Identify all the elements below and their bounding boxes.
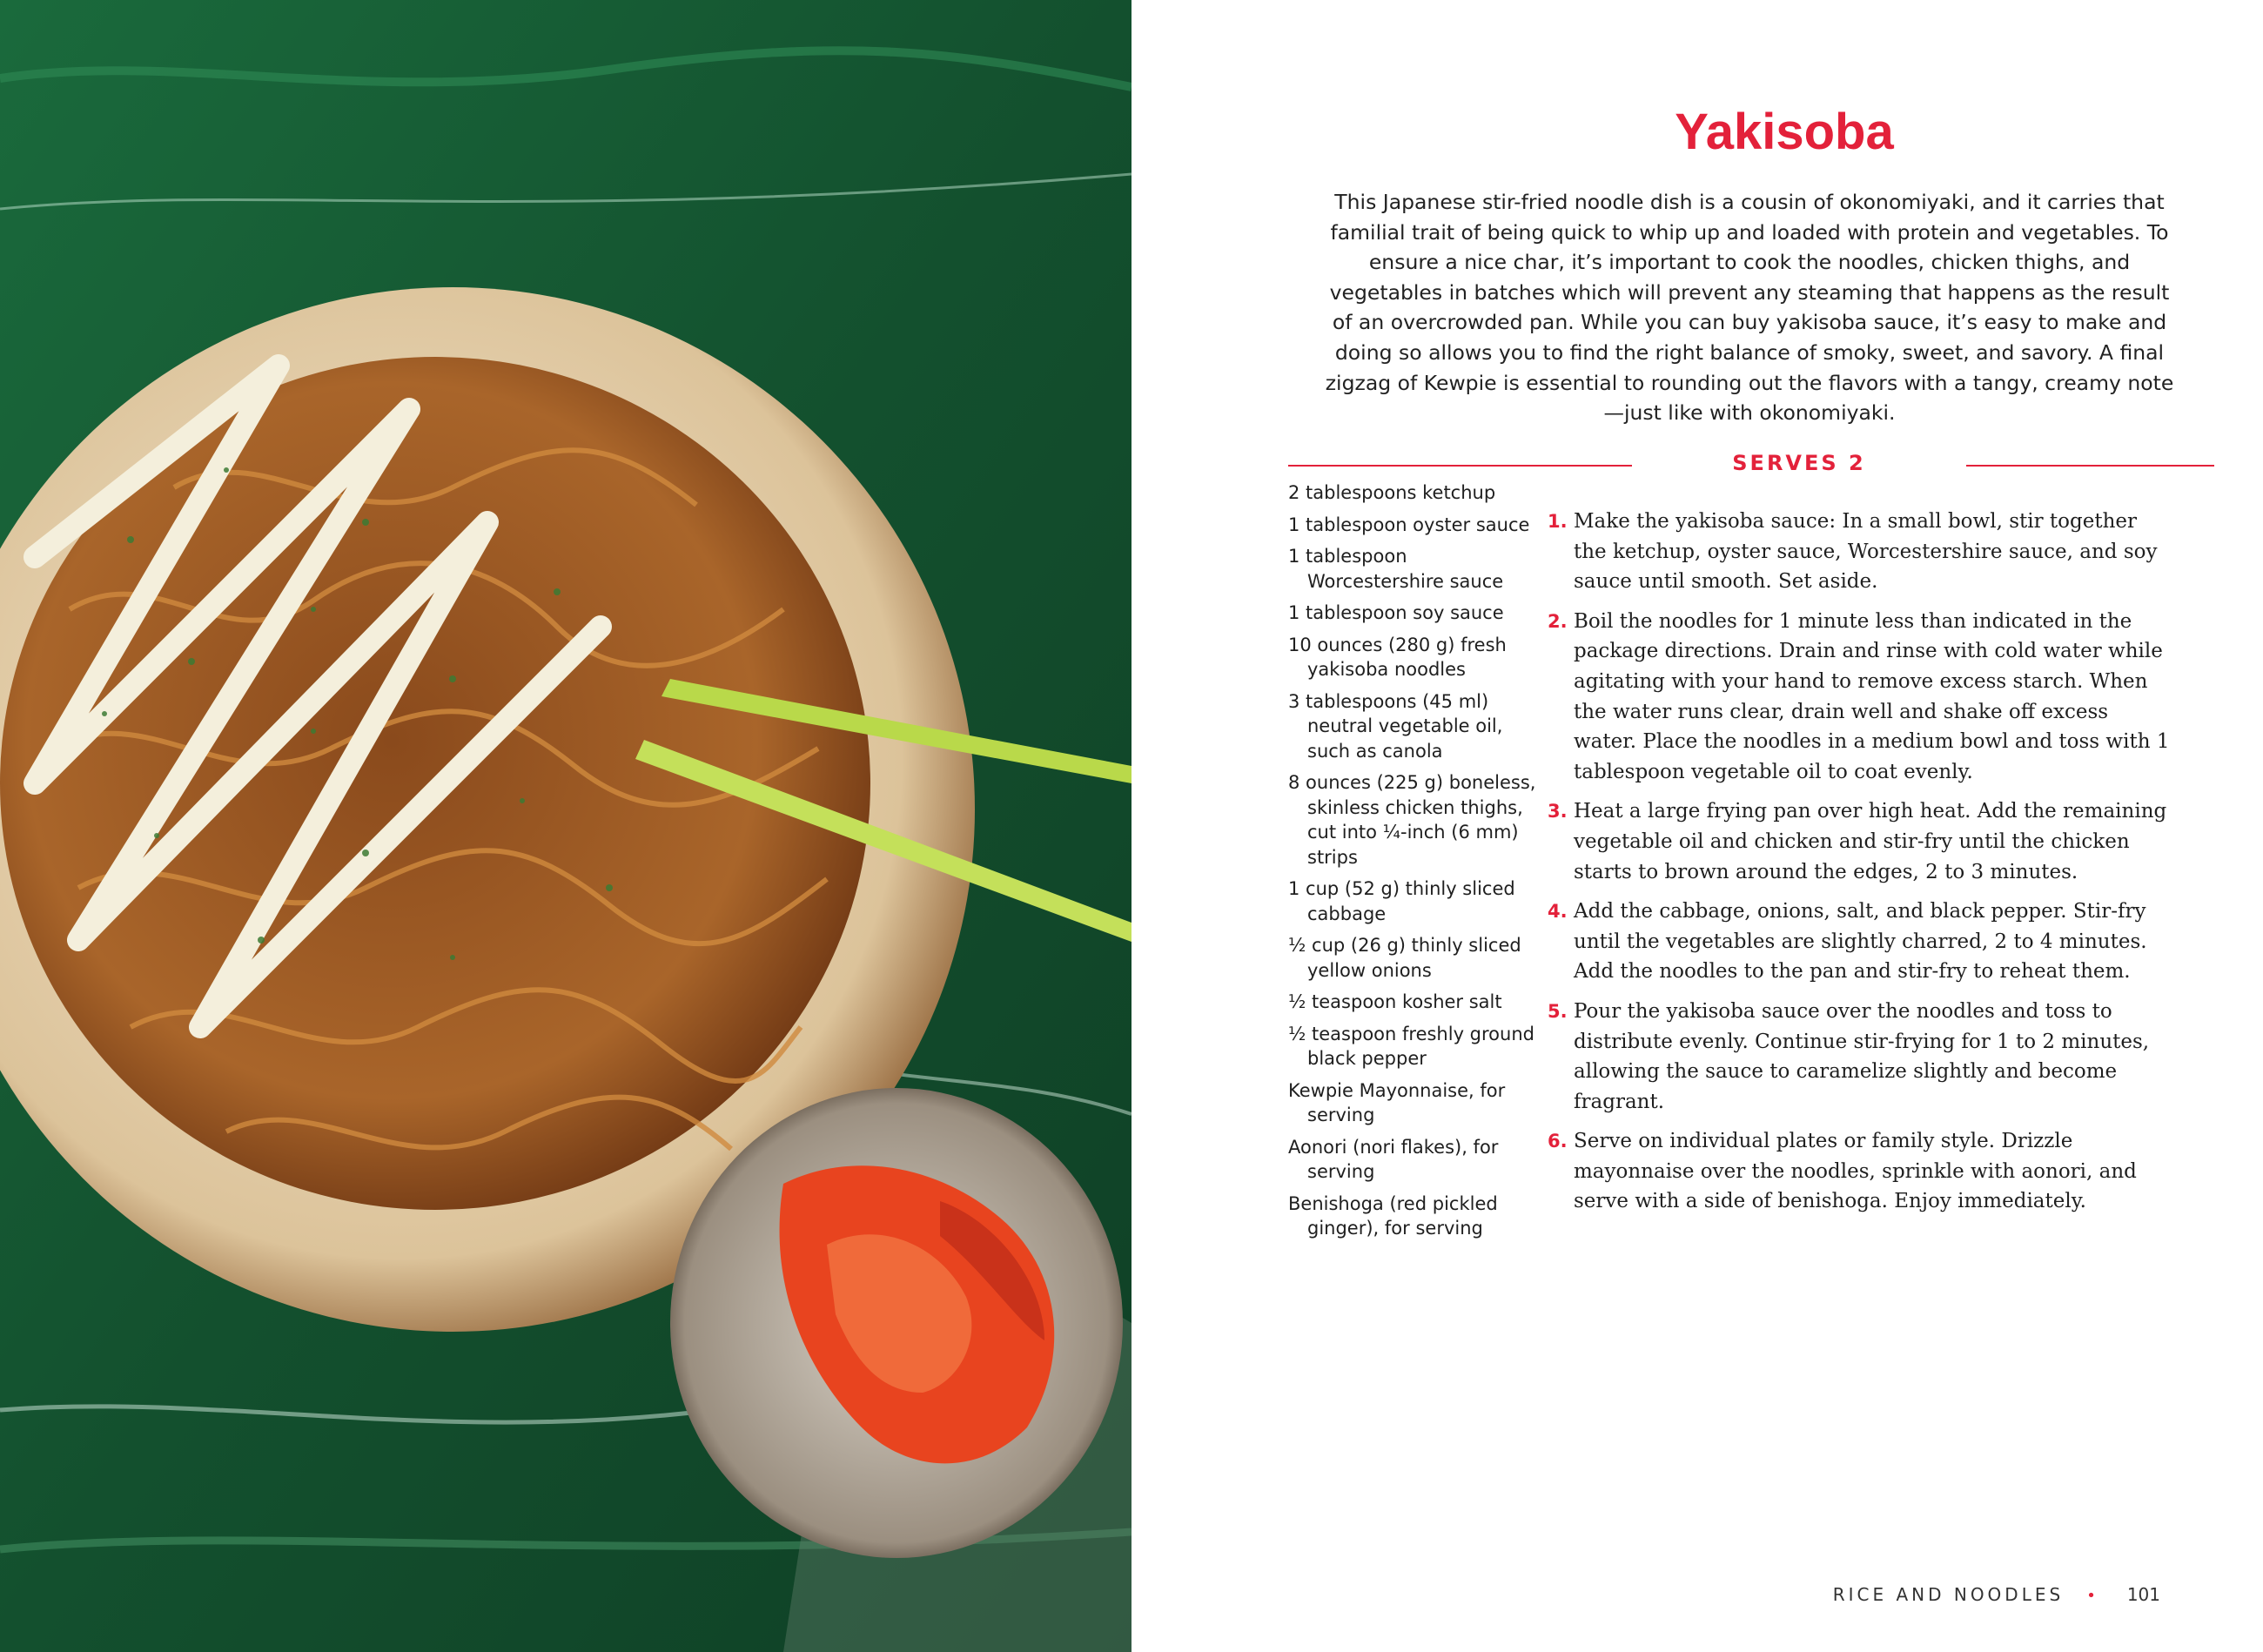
step-number: 3. bbox=[1548, 801, 1568, 823]
divider-line-left bbox=[1288, 465, 1632, 467]
page-footer bbox=[1833, 1584, 2160, 1605]
step-number: 4. bbox=[1548, 901, 1568, 923]
ingredient-item: Benishoga (red pickled ginger), for serving bbox=[1288, 1192, 1498, 1239]
ingredient-item: 1 tablespoon soy sauce bbox=[1288, 602, 1504, 623]
ingredient-item: ½ teaspoon freshly ground black pepper bbox=[1288, 1023, 1534, 1069]
step-number: 5. bbox=[1548, 1000, 1568, 1022]
section-name: RICE AND NOODLES bbox=[1832, 1584, 2065, 1605]
step-text: Make the yakisoba sauce: In a small bowl, stir together the ketchup, oyster sauce, Worcestershire sauce, and soy sauce until smooth. Set aside. bbox=[1574, 510, 2158, 594]
ingredient-item: 1 tablespoon oyster sauce bbox=[1288, 514, 1530, 535]
step-text: Boil the noodles for 1 minute less than indicated in the package directions. Drain and rinse with cold water while agitating with your hand to remove excess starch. When the water runs clear, drain well and shake off excess water. Place the noodles in a medium bowl and toss with 1 tablespoon vegetable oil to coat evenly. bbox=[1574, 609, 2170, 783]
step-item bbox=[1548, 796, 2174, 887]
bullet-icon: • bbox=[2086, 1587, 2096, 1605]
ingredient-item: 1 cup (52 g) thinly sliced cabbage bbox=[1288, 878, 1515, 924]
recipe-intro: This Japanese stir-fried noodle dish is a cousin of okonomiyaki, and it carries that familial trait of being quick to whip up and loaded with protein and vegetables. To ensure a nice char, it’s important to cook the noodles, chicken thighs, and vegetables in batches which will prevent any steaming that happens as the result of an overcrowded pan. While you can buy yakisoba sauce, it’s easy to make and doing so allows you to find the right balance of smoky, sweet, and savory. A final zigzag of Kewpie is essential to rounding out the flavors with a tangy, creamy note—just like with okonomiyaki. bbox=[1325, 190, 2174, 426]
method-steps bbox=[1548, 507, 2174, 1226]
ingredient-item: 2 tablespoons ketchup bbox=[1288, 482, 1496, 503]
step-item bbox=[1548, 607, 2174, 788]
ingredient-item: Aonori (nori flakes), for serving bbox=[1288, 1136, 1499, 1182]
serves-label: SERVES 2 bbox=[1732, 451, 1866, 475]
step-item bbox=[1548, 997, 2174, 1117]
step-text: Pour the yakisoba sauce over the noodles and toss to distribute evenly. Continue stir-frying for 1 to 2 minutes, allowing the sauce to caramelize slightly and become fragrant. bbox=[1574, 999, 2150, 1113]
page-number: 101 bbox=[2126, 1584, 2160, 1605]
step-item bbox=[1548, 897, 2174, 987]
ingredient-item: ½ teaspoon kosher salt bbox=[1288, 991, 1502, 1012]
divider-line-right bbox=[1966, 465, 2214, 467]
ingredient-item: 10 ounces (280 g) fresh yakisoba noodles bbox=[1288, 634, 1507, 680]
recipe-page bbox=[1132, 0, 2263, 1652]
step-text: Serve on individual plates or family style. Drizzle mayonnaise over the noodles, sprinkle with aonori, and serve with a side of benishoga. Enjoy immediately. bbox=[1574, 1130, 2137, 1213]
serves-divider bbox=[1288, 449, 2215, 480]
ingredient-list bbox=[1288, 480, 1541, 1248]
recipe-title: Yakisoba bbox=[1675, 104, 1894, 160]
step-number: 6. bbox=[1548, 1131, 1568, 1152]
step-item bbox=[1548, 1126, 2174, 1217]
ingredient-item: ½ cup (26 g) thinly sliced yellow onions bbox=[1288, 935, 1521, 981]
ingredient-item: 1 tablespoon Worcestershire sauce bbox=[1288, 546, 1504, 592]
ingredient-item: 3 tablespoons (45 ml) neutral vegetable oil, such as canola bbox=[1288, 690, 1503, 762]
step-number: 2. bbox=[1548, 610, 1568, 632]
ingredient-item: Kewpie Mayonnaise, for serving bbox=[1288, 1079, 1506, 1125]
step-text: Add the cabbage, onions, salt, and black pepper. Stir-fry until the vegetables are slightly charred, 2 to 4 minutes. Add the noodles to the pan and stir-fry to reheat them. bbox=[1574, 900, 2147, 984]
step-number: 1. bbox=[1548, 511, 1568, 532]
ingredient-item: 8 ounces (225 g) boneless, skinless chicken thighs, cut into ¼-inch (6 mm) strips bbox=[1288, 772, 1536, 868]
step-item bbox=[1548, 507, 2174, 597]
step-text: Heat a large frying pan over high heat. Add the remaining vegetable oil and chicken and stir-fry until the chicken starts to brown around the edges, 2 to 3 minutes. bbox=[1574, 800, 2167, 883]
